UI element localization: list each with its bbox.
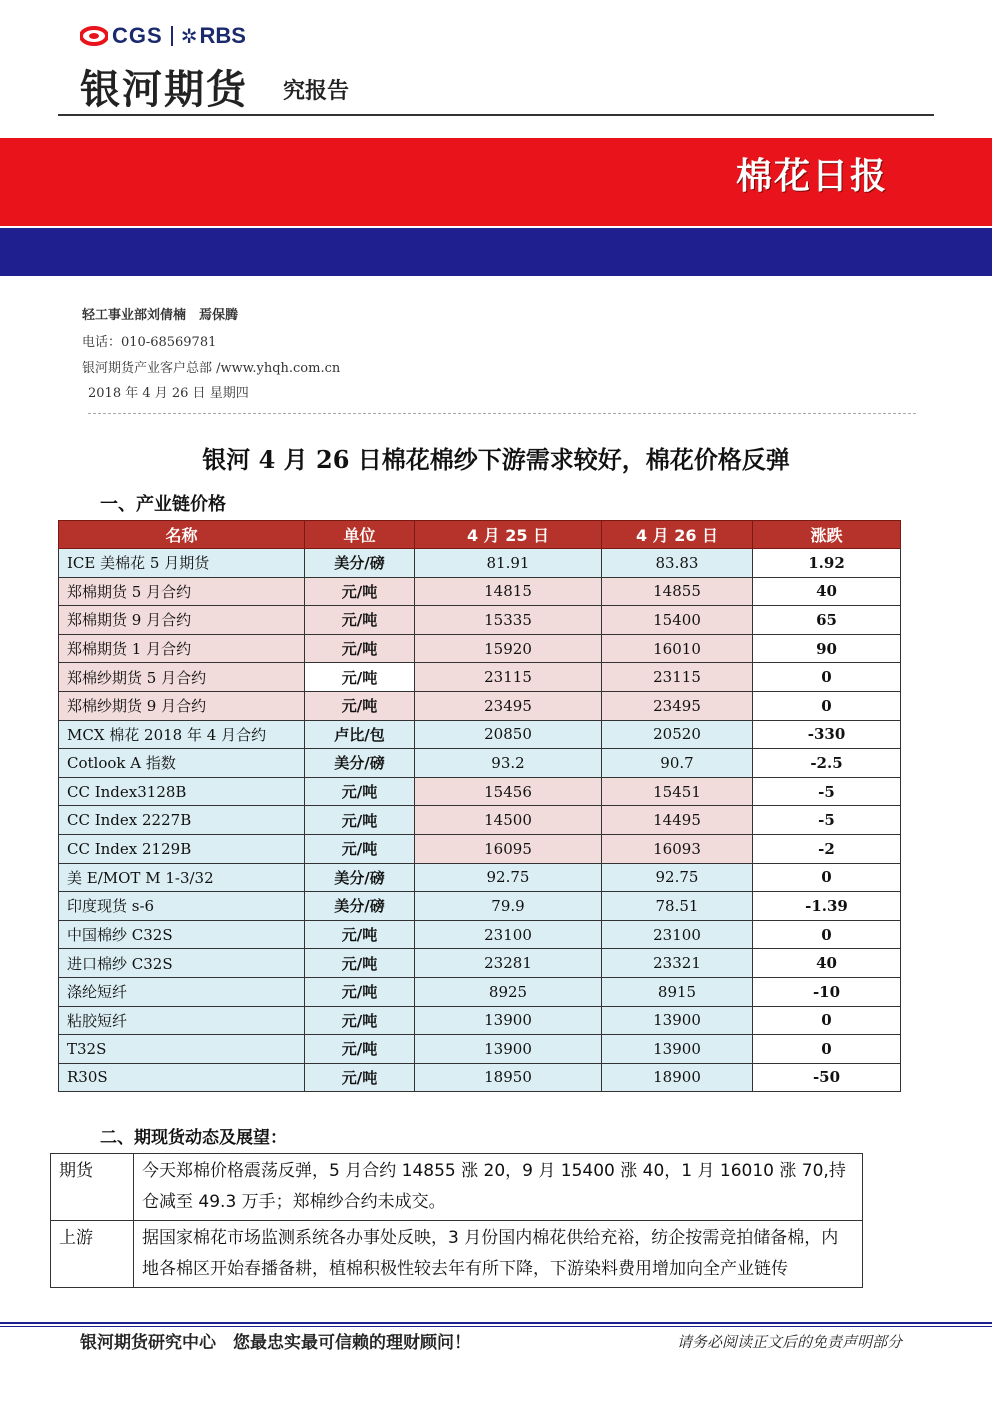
row-price-0426: 92.75	[602, 863, 753, 892]
row-unit: 美分/磅	[305, 892, 415, 921]
news-text: 据国家棉花市场监测系统各办事处反映，3 月份国内棉花供给充裕，纺企按需竞拍储备棉，内地各棉区开始春播备耕，植棉积极性较去年有所下降，下游染料费用增加向全产业链传	[134, 1221, 863, 1288]
row-change: 1.92	[753, 549, 901, 578]
section-heading-outlook: 二、期现货动态及展望：	[100, 1128, 287, 1148]
row-change: 0	[753, 1006, 901, 1035]
phone: 电话：010-68569781	[82, 335, 217, 350]
row-price-0426: 23321	[602, 949, 753, 978]
row-price-0425: 92.75	[415, 863, 602, 892]
row-price-0426: 14495	[602, 806, 753, 835]
row-name: R30S	[59, 1063, 305, 1092]
row-unit: 元/吨	[305, 663, 415, 692]
row-unit: 元/吨	[305, 634, 415, 663]
row-price-0426: 78.51	[602, 892, 753, 921]
row-change: -2	[753, 834, 901, 863]
section-heading-prices: 一、产业链价格	[100, 494, 226, 515]
row-unit: 元/吨	[305, 577, 415, 606]
row-price-0426: 15451	[602, 777, 753, 806]
row-name: 涤纶短纤	[59, 977, 305, 1006]
table-row	[59, 834, 901, 863]
row-change: 90	[753, 634, 901, 663]
row-unit: 美分/磅	[305, 549, 415, 578]
row-name: CC Index3128B	[59, 777, 305, 806]
row-price-0426: 16010	[602, 634, 753, 663]
row-name: CC Index 2227B	[59, 806, 305, 835]
row-change: -50	[753, 1063, 901, 1092]
row-unit: 元/吨	[305, 920, 415, 949]
news-label: 上游	[51, 1221, 134, 1288]
row-name: 郑棉期货 1 月合约	[59, 634, 305, 663]
table-row	[59, 863, 901, 892]
table-row	[59, 892, 901, 921]
row-price-0425: 23100	[415, 920, 602, 949]
row-price-0426: 23115	[602, 663, 753, 692]
table-row	[59, 663, 901, 692]
row-name: 郑棉期货 5 月合约	[59, 577, 305, 606]
row-unit: 元/吨	[305, 1063, 415, 1092]
row-price-0425: 13900	[415, 1035, 602, 1064]
table-row	[59, 634, 901, 663]
table-row	[59, 977, 901, 1006]
table-row	[59, 949, 901, 978]
row-price-0426: 16093	[602, 834, 753, 863]
row-price-0425: 13900	[415, 1006, 602, 1035]
news-label: 期货	[51, 1154, 134, 1221]
col-header-unit: 单位	[305, 521, 415, 549]
row-price-0426: 18900	[602, 1063, 753, 1092]
row-change: -5	[753, 777, 901, 806]
row-change: -330	[753, 720, 901, 749]
authors: 轻工事业部刘倩楠 焉保腾	[82, 308, 239, 323]
row-price-0425: 16095	[415, 834, 602, 863]
row-price-0425: 15920	[415, 634, 602, 663]
row-price-0426: 8915	[602, 977, 753, 1006]
footer-divider	[0, 1322, 992, 1324]
row-name: CC Index 2129B	[59, 834, 305, 863]
table-row	[59, 1063, 901, 1092]
row-price-0425: 14500	[415, 806, 602, 835]
table-row	[59, 1006, 901, 1035]
row-name: 粘胶短纤	[59, 1006, 305, 1035]
row-name: 中国棉纱 C32S	[59, 920, 305, 949]
row-change: 0	[753, 920, 901, 949]
row-unit: 美分/磅	[305, 749, 415, 778]
table-row	[59, 720, 901, 749]
row-change: 40	[753, 949, 901, 978]
col-header-change: 涨跌	[753, 521, 901, 549]
row-price-0426: 14855	[602, 577, 753, 606]
row-change: 0	[753, 691, 901, 720]
cgs-swirl-icon	[80, 26, 108, 46]
row-name: T32S	[59, 1035, 305, 1064]
row-price-0425: 93.2	[415, 749, 602, 778]
row-change: -1.39	[753, 892, 901, 921]
row-name: MCX 棉花 2018 年 4 月合约	[59, 720, 305, 749]
row-price-0425: 15335	[415, 606, 602, 635]
row-change: 0	[753, 863, 901, 892]
table-row	[59, 749, 901, 778]
row-name: Cotlook A 指数	[59, 749, 305, 778]
row-name: 郑棉纱期货 9 月合约	[59, 691, 305, 720]
row-change: -10	[753, 977, 901, 1006]
blue-banner	[0, 228, 992, 276]
row-change: -5	[753, 806, 901, 835]
row-price-0425: 23495	[415, 691, 602, 720]
row-change: 0	[753, 1035, 901, 1064]
row-name: 郑棉纱期货 5 月合约	[59, 663, 305, 692]
row-unit: 元/吨	[305, 1035, 415, 1064]
news-table	[50, 1153, 863, 1288]
row-change: 40	[753, 577, 901, 606]
row-unit: 卢比/包	[305, 720, 415, 749]
row-price-0425: 81.91	[415, 549, 602, 578]
row-price-0425: 23281	[415, 949, 602, 978]
row-price-0425: 20850	[415, 720, 602, 749]
row-unit: 元/吨	[305, 606, 415, 635]
table-row	[59, 549, 901, 578]
report-date: 2018 年 4 月 26 日 星期四	[88, 386, 249, 401]
meta-divider	[88, 413, 916, 414]
brand-name: 银河期货	[80, 67, 248, 113]
footer-disclaimer-note[interactable]: 请务必阅读正文后的免责声明部分	[676, 1333, 902, 1351]
row-price-0425: 14815	[415, 577, 602, 606]
row-name: ICE 美棉花 5 月期货	[59, 549, 305, 578]
row-price-0426: 13900	[602, 1035, 753, 1064]
header-divider	[58, 114, 934, 116]
row-price-0426: 20520	[602, 720, 753, 749]
row-price-0426: 90.7	[602, 749, 753, 778]
row-price-0426: 23495	[602, 691, 753, 720]
row-price-0425: 8925	[415, 977, 602, 1006]
table-row	[59, 577, 901, 606]
table-row	[59, 691, 901, 720]
logo	[80, 22, 246, 50]
table-row	[59, 1035, 901, 1064]
logo-cgs: CGS	[112, 23, 163, 48]
row-unit: 元/吨	[305, 1006, 415, 1035]
row-change: -2.5	[753, 749, 901, 778]
row-price-0426: 83.83	[602, 549, 753, 578]
row-unit: 元/吨	[305, 691, 415, 720]
row-price-0425: 18950	[415, 1063, 602, 1092]
news-row	[51, 1154, 863, 1221]
row-unit: 元/吨	[305, 806, 415, 835]
row-price-0425: 15456	[415, 777, 602, 806]
footer-divider-thin	[0, 1326, 992, 1327]
rbs-mark-icon: ✲	[180, 24, 198, 48]
row-unit: 元/吨	[305, 977, 415, 1006]
row-price-0426: 13900	[602, 1006, 753, 1035]
row-unit: 元/吨	[305, 777, 415, 806]
logo-divider	[171, 26, 173, 46]
row-name: 美 E/MOT M 1-3/32	[59, 863, 305, 892]
row-unit: 元/吨	[305, 834, 415, 863]
row-unit: 美分/磅	[305, 863, 415, 892]
price-table	[58, 520, 901, 1092]
brand-subtitle: 究报告	[283, 79, 350, 104]
row-name: 郑棉期货 9 月合约	[59, 606, 305, 635]
main-title: 银河 4 月 26 日棉花棉纱下游需求较好，棉花价格反弹	[202, 445, 790, 474]
news-text: 今天郑棉价格震荡反弹，5 月合约 14855 涨 20，9 月 15400 涨 40，1 月 16010 涨 70,持仓减至 49.3 万手；郑棉纱合约未成交。	[134, 1154, 863, 1221]
col-header-date1: 4 月 25 日	[415, 521, 602, 549]
row-price-0425: 79.9	[415, 892, 602, 921]
row-change: 65	[753, 606, 901, 635]
col-header-name: 名称	[59, 521, 305, 549]
table-row	[59, 920, 901, 949]
logo-rbs: RBS	[199, 23, 246, 48]
table-header-row	[59, 521, 901, 549]
row-price-0425: 23115	[415, 663, 602, 692]
footer-slogan: 银河期货研究中心 您最忠实最可信赖的理财顾问！	[80, 1333, 471, 1353]
row-price-0426: 23100	[602, 920, 753, 949]
table-row	[59, 806, 901, 835]
row-name: 印度现货 s-6	[59, 892, 305, 921]
row-unit: 元/吨	[305, 949, 415, 978]
report-title: 棉花日报	[735, 156, 888, 197]
row-name: 进口棉纱 C32S	[59, 949, 305, 978]
col-header-date2: 4 月 26 日	[602, 521, 753, 549]
row-change: 0	[753, 663, 901, 692]
website[interactable]: 银河期货产业客户总部 /www.yhqh.com.cn	[82, 361, 341, 376]
row-price-0426: 15400	[602, 606, 753, 635]
table-row	[59, 606, 901, 635]
news-row	[51, 1221, 863, 1288]
table-row	[59, 777, 901, 806]
